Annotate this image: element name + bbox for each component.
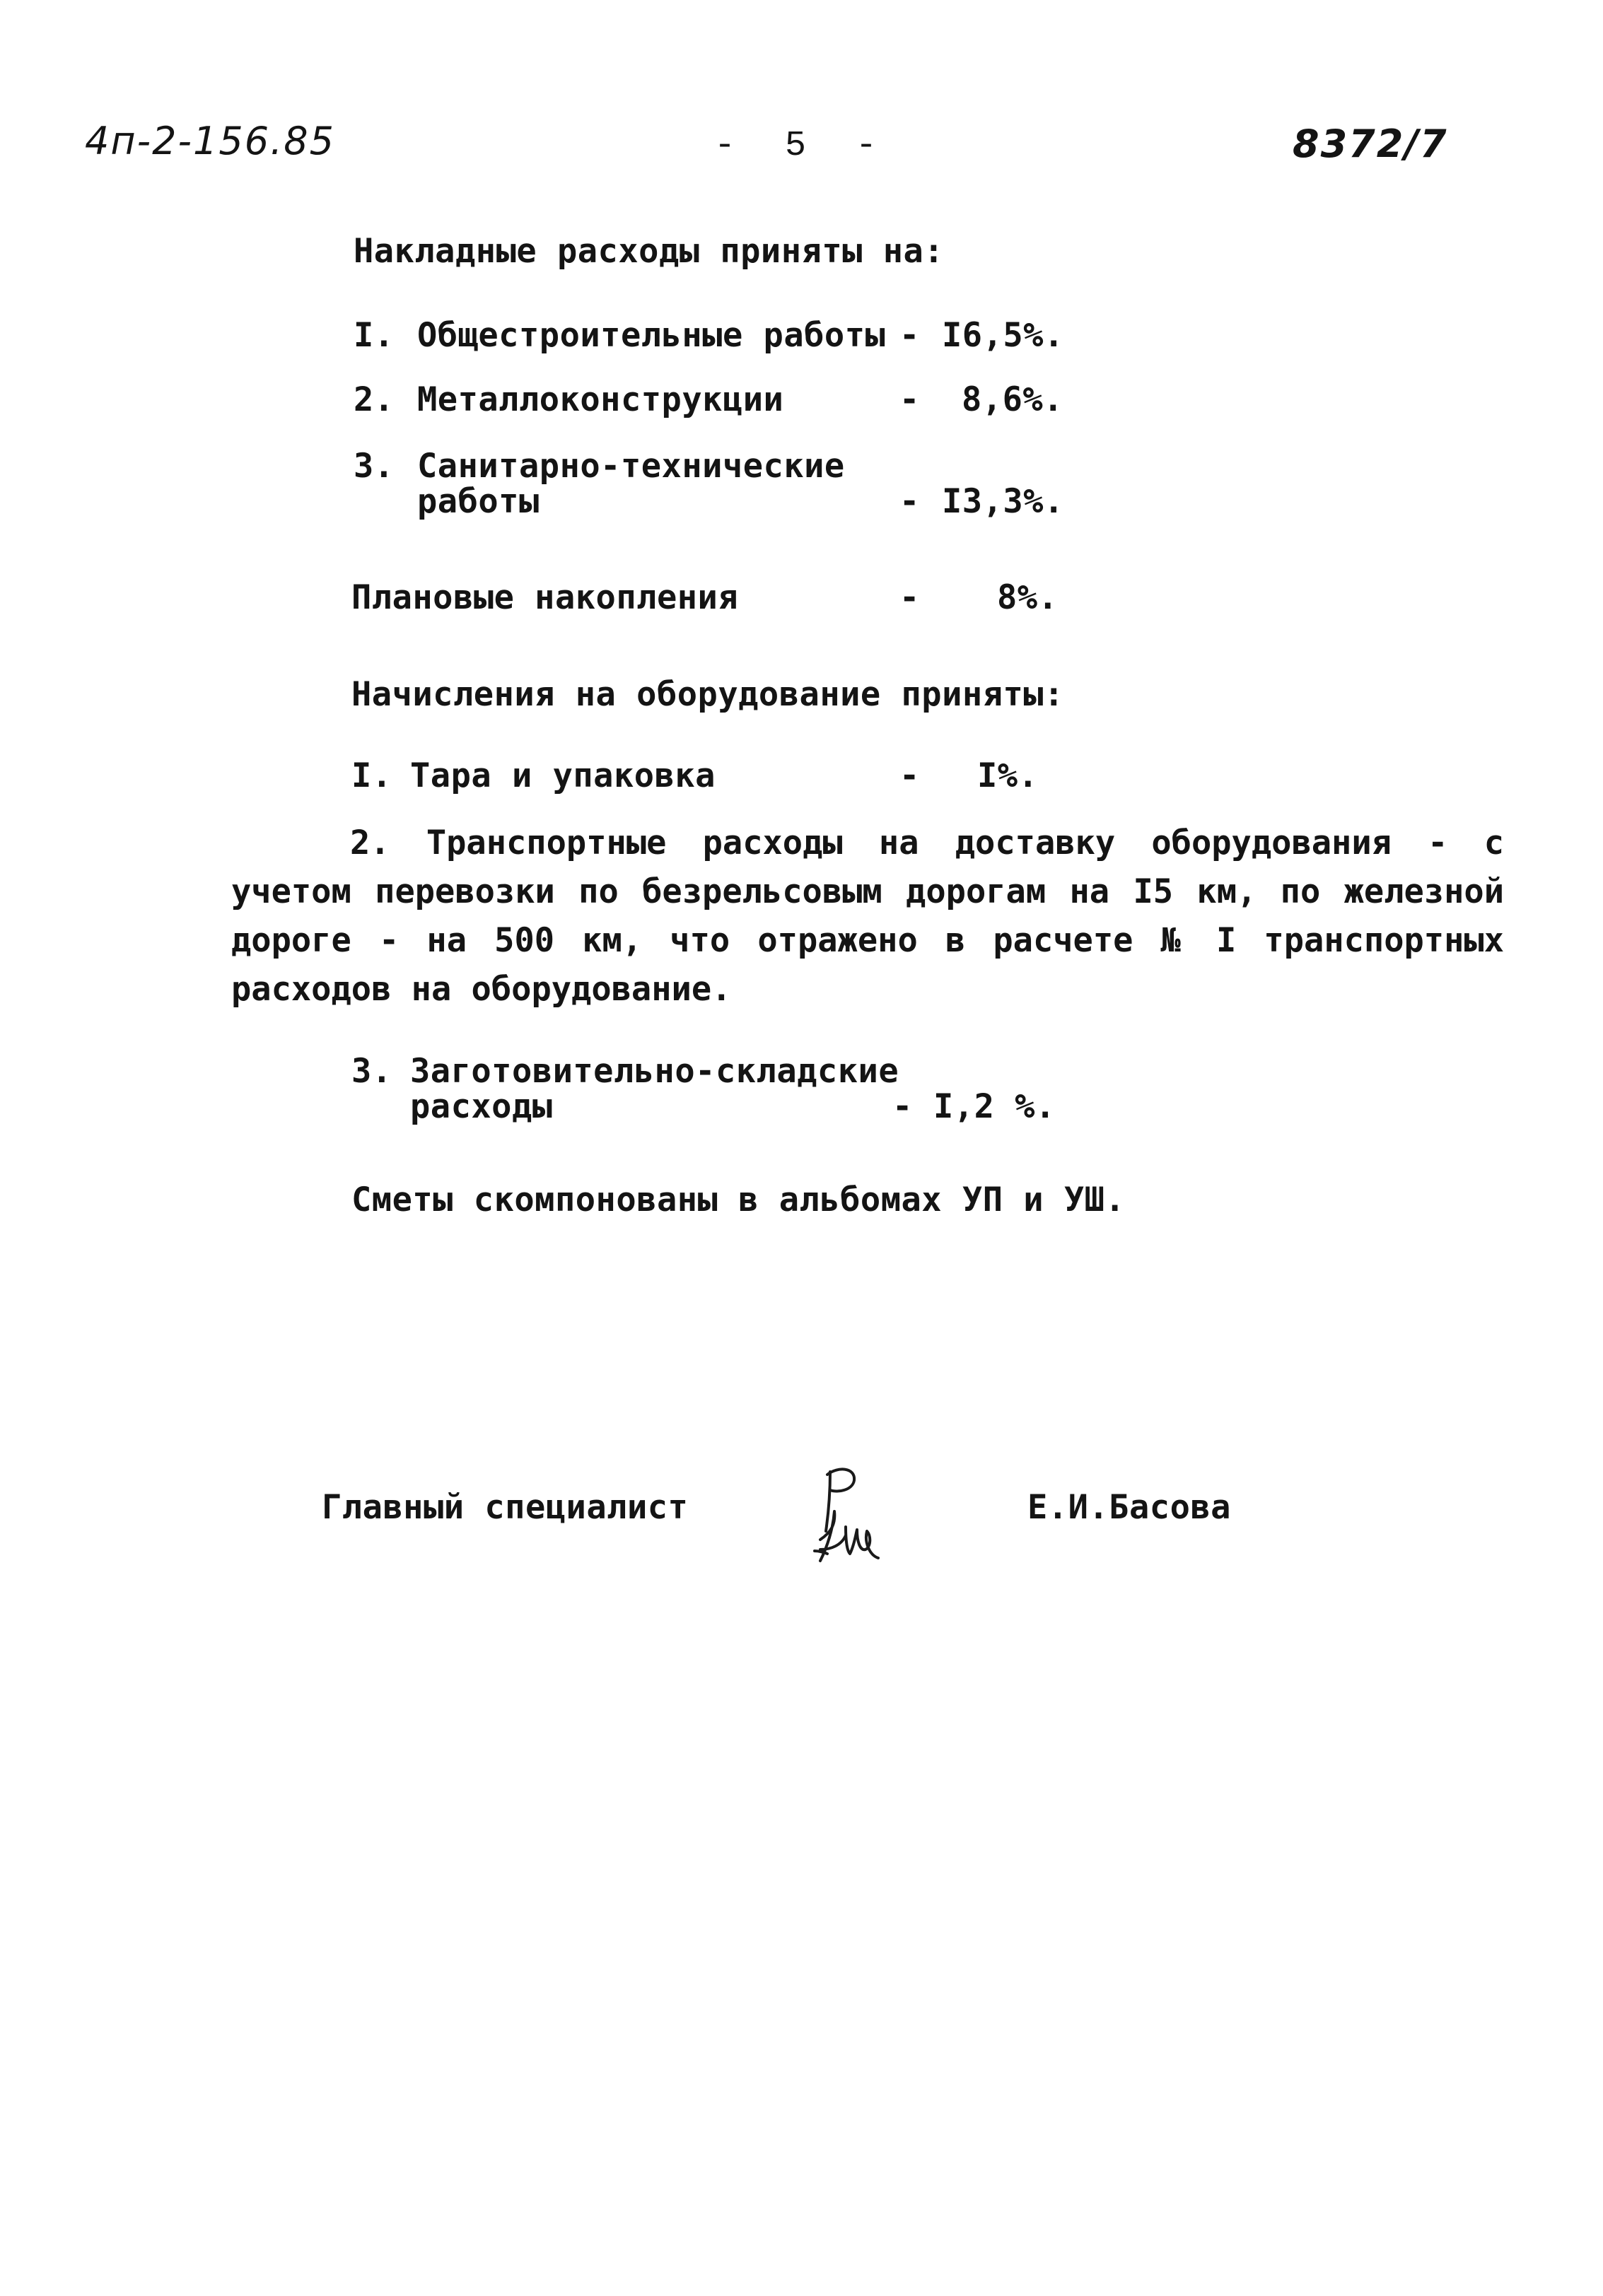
handwritten-signature [799,1435,905,1602]
equipment-item-1-label: Тара и упаковка [410,756,716,795]
equipment-item-1-dash: - [899,756,920,795]
planned-value: 8%. [997,578,1059,617]
page-number: - 5 - [714,126,892,166]
overhead-item-3-dash: - [899,482,920,521]
overhead-item-3-label-line2: работы [417,482,540,521]
signatory-name: Е.И.Басова [1027,1488,1231,1527]
equipment-item-3-label-line1: Заготовительно-складские [410,1052,899,1091]
equipment-item-3-label-line2: расходы [410,1087,553,1126]
overhead-item-2-dash: - [899,380,920,419]
overhead-item-2-value: 8,6%. [962,380,1063,419]
overhead-item-1-value: I6,5%. [942,316,1064,355]
overhead-item-3-value: I3,3%. [942,482,1064,521]
planned-label: Плановые накопления [351,578,739,617]
equipment-item-1-number: I. [351,756,392,795]
planned-dash: - [899,578,920,617]
overhead-item-3-number: 3. [354,447,395,486]
transport-costs-paragraph: 2. Транспортные расходы на доставку оборудования - с учетом перевозки по безрельсовым дорогам на I5 км, по железной дороге - на 500 км, что отражено в расчете № I транспортных расходов на оборудование. [231,824,1504,1009]
overhead-item-2-number: 2. [354,380,395,419]
document-code: 4п-2-156.85 [85,119,335,163]
overhead-item-3-label-line1: Санитарно-технические [417,447,845,486]
overhead-heading: Накладные расходы приняты на: [354,232,945,271]
overhead-item-1-dash: - [899,316,920,355]
closing-note: Сметы скомпонованы в альбомах УП и УШ. [351,1181,1126,1219]
sheet-number: 8372/7 [1293,122,1448,166]
signatory-title: Главный специалист [322,1488,689,1527]
equipment-item-3-number: 3. [351,1052,392,1091]
overhead-item-1-label: Общестроительные работы [417,316,886,355]
equipment-item-1-value: I%. [977,756,1039,795]
equipment-item-3-value: I,2 %. [933,1087,1056,1126]
overhead-item-1-number: I. [354,316,395,355]
equipment-item-3-dash: - [892,1087,913,1126]
overhead-item-2-label: Металлоконструкции [417,380,784,419]
equipment-heading: Начисления на оборудование приняты: [351,675,1064,714]
